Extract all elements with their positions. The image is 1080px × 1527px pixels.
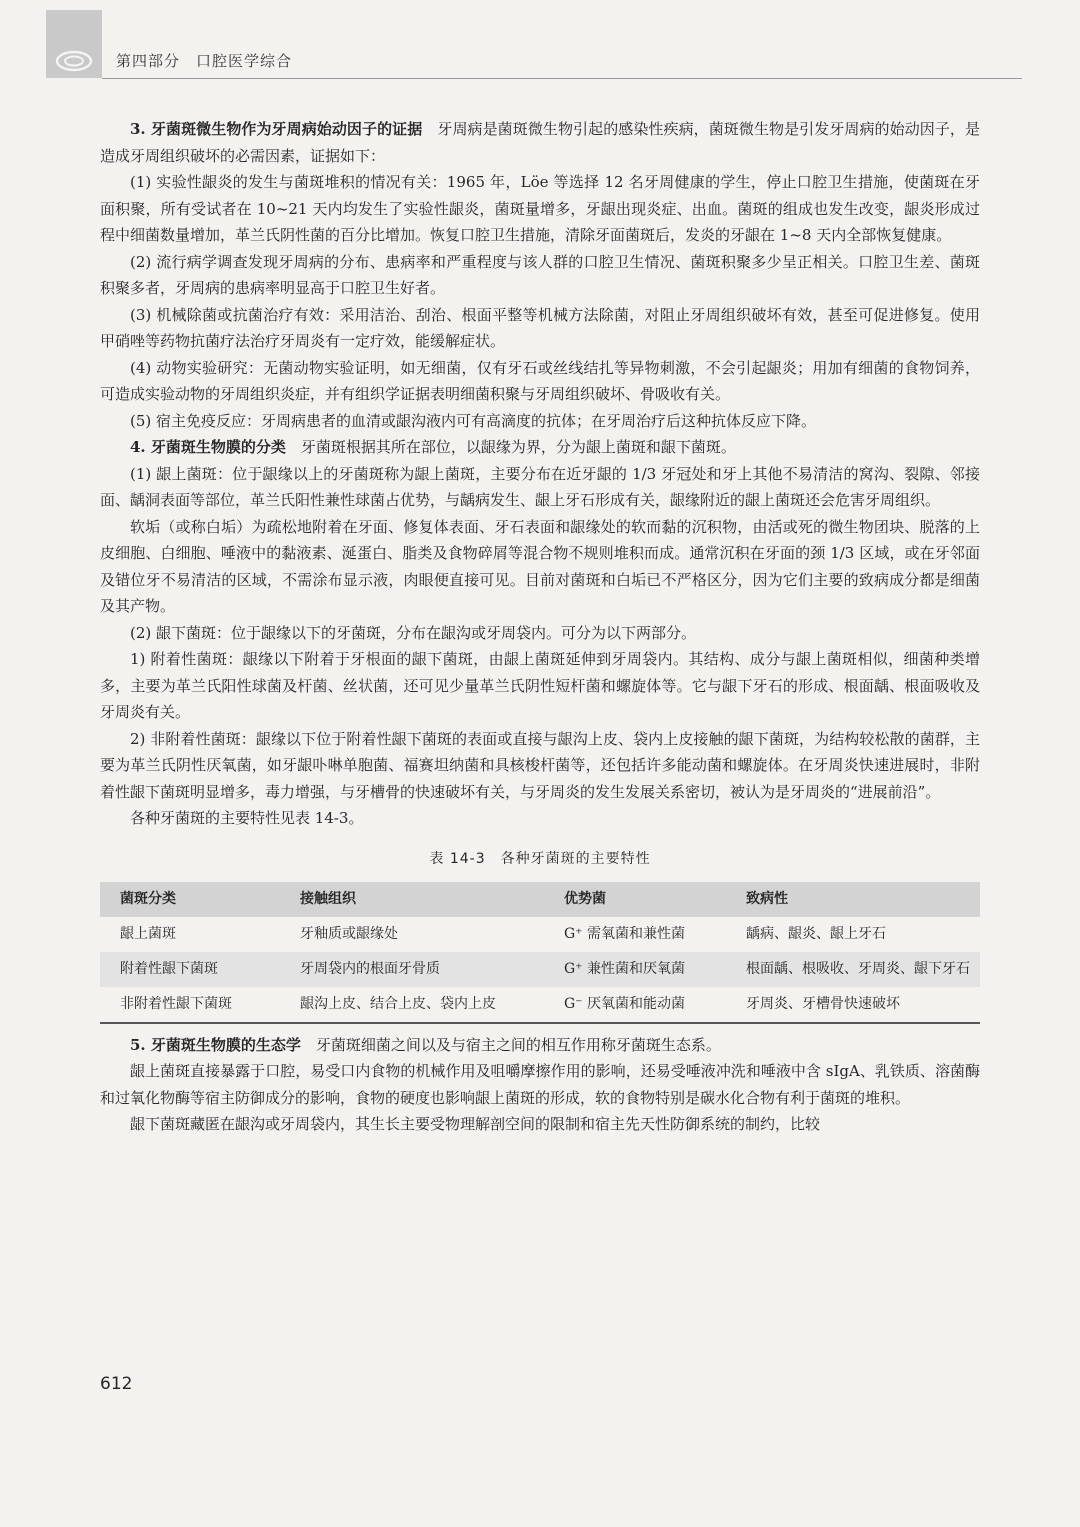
table-cell: 附着性龈下菌斑 xyxy=(120,960,218,977)
paragraph: (2) 龈下菌斑：位于龈缘以下的牙菌斑，分布在龈沟或牙周袋内。可分为以下两部分。 xyxy=(130,623,697,642)
paragraph: 龈下菌斑藏匿在龈沟或牙周袋内，其生长主要受物理解剖空间的限制和宿主先天性防御系统的制约，比较 xyxy=(130,1115,821,1133)
table-cell: 牙釉质或龈缘处 xyxy=(300,925,398,942)
section-3-title: 3. 牙菌斑微生物作为牙周病始动因子的证据 xyxy=(130,120,423,138)
table-header-cell: 致病性 xyxy=(746,891,788,907)
table-cell: G⁺ 需氧菌和兼性菌 xyxy=(564,925,686,942)
paragraph: 1) 附着性菌斑：龈缘以下附着于牙根面的龈下菌斑，由龈上菌斑延伸到牙周袋内。其结构、成分与龈上菌斑相似，细菌种类增多，主要为革兰氏阳性球菌及杆菌、丝状菌，还可见少量革兰氏阴性短杆菌和螺旋体等。它与龈下牙石的形成、根面龋、根面吸收及牙周炎有关。 xyxy=(100,650,980,721)
paragraph: (4) 动物实验研究：无菌动物实验证明，如无细菌，仅有牙石或丝线结扎等异物刺激，不会引起龈炎；用加有细菌的食物饲养，可造成实验动物的牙周组织炎症，并有组织学证据表明细菌积聚与牙周组织破坏、骨吸收有关。 xyxy=(100,358,980,403)
table-cell: 龈上菌斑 xyxy=(120,925,176,942)
table-header-cell: 菌斑分类 xyxy=(120,891,176,907)
table-cell: 牙周炎、牙槽骨快速破坏 xyxy=(746,995,900,1012)
paragraph: (2) 流行病学调查发现牙周病的分布、患病率和严重程度与该人群的口腔卫生情况、菌斑积聚多少呈正相关。口腔卫生差、菌斑积聚多者，牙周病的患病率明显高于口腔卫生好者。 xyxy=(100,252,980,297)
section-5-title: 5. 牙菌斑生物膜的生态学 xyxy=(130,1035,301,1054)
section-4-title: 4. 牙菌斑生物膜的分类 xyxy=(130,438,286,456)
table-cell: 根面龋、根吸收、牙周炎、龈下牙石 xyxy=(746,960,970,977)
paragraph: (1) 龈上菌斑：位于龈缘以上的牙菌斑称为龈上菌斑，主要分布在近牙龈的 1/3 牙冠处和牙上其他不易清洁的窝沟、裂隙、邻接面、龋洞表面等部位，革兰氏阳性兼性球菌占优势，与龋病发生、龈上牙石形成有关，龈缘附近的龈上菌斑还会危害牙周组织。 xyxy=(100,464,980,509)
paragraph: (5) 宿主免疫反应：牙周病患者的血清或龈沟液内可有高滴度的抗体；在牙周治疗后这种抗体反应下降。 xyxy=(130,411,817,430)
header-title: 第四部分 口腔医学综合 xyxy=(116,52,293,70)
paragraph: (1) 实验性龈炎的发生与菌斑堆积的情况有关：1965 年，Löe 等选择 12 名牙周健康的学生，停止口腔卫生措施，使菌斑在牙面积聚，所有受试者在 10~21 天内均发生了实验性龈炎，菌斑量增多，牙龈出现炎症、出血。菌斑的组成也发生改变，龈炎形成过程中细菌数量增加，革兰氏阴性菌的百分比增加。恢复口腔卫生措施，清除牙面菌斑后，发炎的牙龈在 1~8 天内全部恢复健康。 xyxy=(100,173,980,244)
section-4-intro xyxy=(100,434,980,461)
page-header xyxy=(0,0,1080,80)
publisher-logo-icon xyxy=(54,50,94,72)
section-3-intro xyxy=(100,116,980,169)
table-row xyxy=(100,952,980,987)
header-logo-block xyxy=(46,10,102,78)
paragraph: 龈上菌斑直接暴露于口腔，易受口内食物的机械作用及咀嚼摩擦作用的影响，还易受唾液冲洗和唾液中含 sIgA、乳铁质、溶菌酶和过氧化物酶等宿主防御成分的影响，食物的硬度也影响龈上菌斑的形成，软的食物特别是碳水化合物有利于菌斑的堆积。 xyxy=(100,1062,980,1107)
table-cell: 龈沟上皮、结合上皮、袋内上皮 xyxy=(300,995,496,1012)
header-divider xyxy=(102,78,1022,79)
table-header-cell: 优势菌 xyxy=(564,891,606,907)
table-row xyxy=(100,917,980,952)
section-4-lead: 牙菌斑根据其所在部位，以龈缘为界，分为龈上菌斑和龈下菌斑。 xyxy=(285,438,736,456)
section-5-intro xyxy=(100,1032,980,1059)
section-5-lead: 牙菌斑细菌之间以及与宿主之间的相互作用称牙菌斑生态系。 xyxy=(300,1035,721,1054)
plaque-properties-table xyxy=(100,882,980,1024)
table-row xyxy=(100,987,980,1023)
section-3-lead: 牙周病是菌斑微生物引起的感染性疾病，菌斑微生物是引发牙周病的始动因子，是造成牙周组织破坏的必需因素，证据如下： xyxy=(100,120,980,165)
page-body xyxy=(100,116,980,1138)
table-cell: G⁻ 厌氧菌和能动菌 xyxy=(564,995,686,1012)
page-number: 612 xyxy=(100,1374,133,1394)
table-cell: 龋病、龈炎、龈上牙石 xyxy=(746,925,886,942)
table-cell: 牙周袋内的根面牙骨质 xyxy=(300,960,440,977)
table-cell: G⁺ 兼性菌和厌氧菌 xyxy=(564,960,686,977)
paragraph: (3) 机械除菌或抗菌治疗有效：采用洁治、刮治、根面平整等机械方法除菌，对阻止牙周组织破坏有效，甚至可促进修复。使用甲硝唑等药物抗菌疗法治疗牙周炎有一定疗效，能缓解症状。 xyxy=(100,305,980,350)
table-header-cell: 接触组织 xyxy=(300,891,356,907)
table-caption: 表 14-3 各种牙菌斑的主要特性 xyxy=(429,850,651,867)
paragraph: 软垢（或称白垢）为疏松地附着在牙面、修复体表面、牙石表面和龈缘处的软而黏的沉积物，由活或死的微生物团块、脱落的上皮细胞、白细胞、唾液中的黏液素、涎蛋白、脂类及食物碎屑等混合物不规则堆积而成。通常沉积在牙面的颈 1/3 区域，或在牙邻面及错位牙不易清洁的区域，不需涂布显示液，肉眼便直接可见。目前对菌斑和白垢已不严格区分，因为它们主要的致病成分都是细菌及其产物。 xyxy=(100,517,980,615)
table-header-row xyxy=(100,882,980,917)
table-cell: 非附着性龈下菌斑 xyxy=(120,995,232,1012)
paragraph: 2) 非附着性菌斑：龈缘以下位于附着性龈下菌斑的表面或直接与龈沟上皮、袋内上皮接触的龈下菌斑，为结构较松散的菌群，主要为革兰氏阴性厌氧菌，如牙龈卟啉单胞菌、福赛坦纳菌和具核梭杆菌等，还包括许多能动菌和螺旋体。在牙周炎快速进展时，非附着性龈下菌斑明显增多，毒力增强，与牙槽骨的快速破坏有关，与牙周炎的发生发展关系密切，被认为是牙周炎的“进展前沿”。 xyxy=(100,729,980,801)
paragraph: 各种牙菌斑的主要特性见表 14-3。 xyxy=(130,809,364,827)
